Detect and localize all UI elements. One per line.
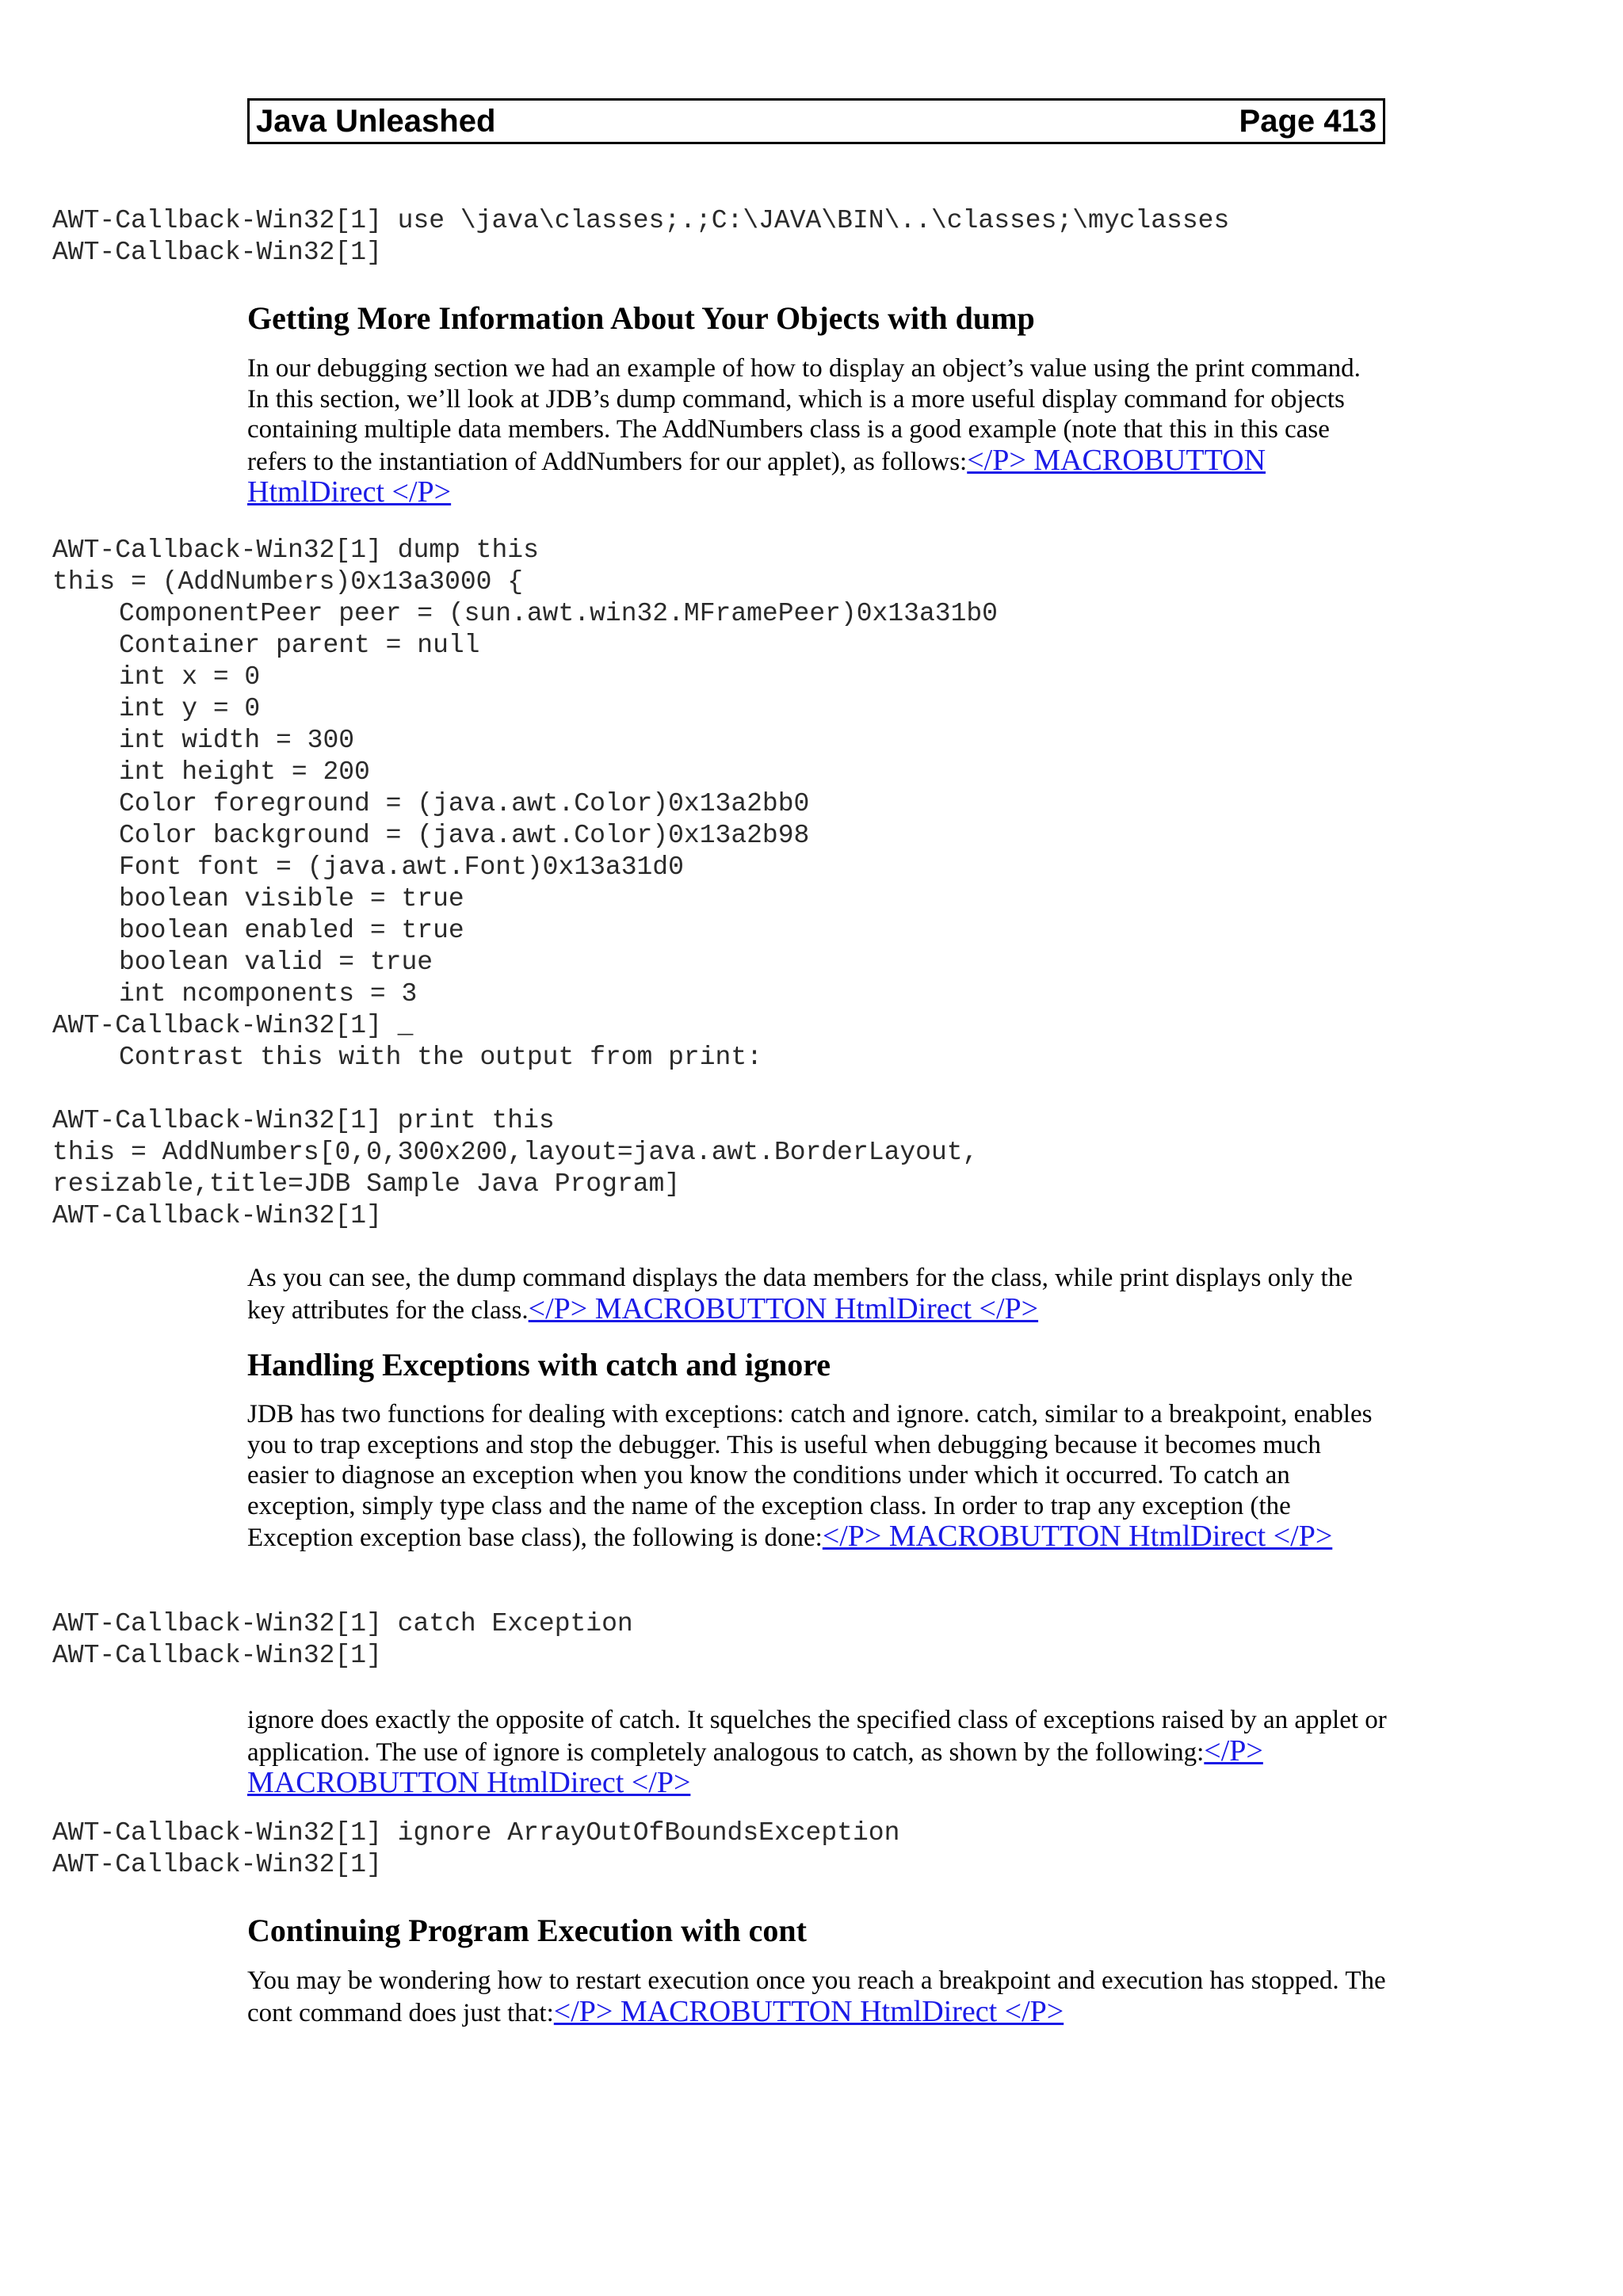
code-block-dump-this: [52, 535, 998, 1232]
paragraph-text: ignore does exactly the opposite of catch. It squelches the specified class of exceptions raised by an applet or application. The use of ignore is completely analogous to catch, as shown by the following:: [247, 1706, 1387, 1767]
page-header: [247, 98, 1385, 144]
macrobutton-link[interactable]: </P> MACROBUTTON HtmlDirect </P>: [528, 1291, 1039, 1325]
paragraph-text: JDB has two functions for dealing with exceptions: catch and ignore. catch, similar to a breakpoint, enables you to trap exceptions and stop the debugger. This is useful when debugging because it becomes much easier to diagnose an exception when you know the conditions under which it occurred. To catch an exception, simply type class and the name of the exception class. In order to trap any exception (the Exception exception base class), the following is done:: [247, 1400, 1373, 1552]
code-line: AWT-Callback-Win32[1] ignore ArrayOutOfBoundsException: [52, 1818, 900, 1848]
code-line: AWT-Callback-Win32[1] catch Exception: [52, 1609, 633, 1638]
paragraph-text: In our debugging section we had an example of how to display an object’s value using the print command. In this section, we’ll look at JDB’s dump command, which is a more useful display command for objects containing multiple data members. The AddNumbers class is a good example (note that this in this case refers to the instantiation of AddNumbers for our applet), as follows:: [247, 354, 1361, 476]
section-heading-cont: Continuing Program Execution with cont: [247, 1913, 807, 1948]
code-line: AWT-Callback-Win32[1]: [52, 1850, 382, 1879]
paragraph-dump-vs-print: [247, 1263, 1388, 1325]
macrobutton-link[interactable]: </P> MACROBUTTON HtmlDirect </P>: [247, 443, 1266, 509]
section-heading-dump: Getting More Information About Your Objects with dump: [247, 300, 1035, 336]
code-line: AWT-Callback-Win32[1]: [52, 1201, 382, 1230]
paragraph-exceptions: [247, 1399, 1388, 1554]
code-line: Contrast this with the output from print:: [119, 1043, 762, 1072]
code-block-ignore: [52, 1817, 899, 1881]
section-heading-exceptions: Handling Exceptions with catch and ignore: [247, 1347, 831, 1383]
code-line: resizable,title=JDB Sample Java Program]: [52, 1169, 681, 1199]
code-line: Container parent = null: [119, 631, 480, 660]
paragraph-cont: [247, 1966, 1388, 2028]
page-number: Page 413: [1239, 104, 1377, 139]
code-line: Font font = (java.awt.Font)0x13a31d0: [119, 852, 684, 882]
macrobutton-link[interactable]: </P> MACROBUTTON HtmlDirect </P>: [553, 1994, 1064, 2028]
code-line: boolean enabled = true: [119, 916, 464, 945]
paragraph-ignore: [247, 1705, 1388, 1800]
code-line: this = (AddNumbers)0x13a3000 {: [52, 567, 524, 597]
paragraph-dump-intro: [247, 353, 1388, 509]
code-line: int y = 0: [119, 694, 261, 723]
code-line: int ncomponents = 3: [119, 979, 418, 1009]
code-block-use-classpath: [52, 205, 1229, 269]
code-line: boolean valid = true: [119, 948, 433, 977]
code-line: Color background = (java.awt.Color)0x13a2b98: [119, 821, 810, 850]
code-line: int x = 0: [119, 662, 261, 692]
paragraph-text: You may be wondering how to restart execution once you reach a breakpoint and execution has stopped. The cont command does just that:: [247, 1966, 1386, 2027]
code-line: AWT-Callback-Win32[1] use \java\classes;.;C:\JAVA\BIN\..\classes;\myclasses: [52, 206, 1230, 235]
code-line: AWT-Callback-Win32[1] _: [52, 1011, 414, 1040]
book-title: Java Unleashed: [256, 104, 496, 139]
code-line: AWT-Callback-Win32[1] print this: [52, 1106, 555, 1135]
code-line: int height = 200: [119, 757, 370, 787]
code-block-catch: [52, 1608, 633, 1672]
paragraph-text: As you can see, the dump command displays the data members for the class, while print displays only the key attributes for the class.: [247, 1264, 1353, 1325]
macrobutton-link[interactable]: </P> MACROBUTTON HtmlDirect </P>: [822, 1520, 1333, 1553]
code-line: Color foreground = (java.awt.Color)0x13a2bb0: [119, 789, 810, 818]
code-line: AWT-Callback-Win32[1] dump this: [52, 536, 539, 565]
code-line: int width = 300: [119, 726, 355, 755]
code-line: boolean visible = true: [119, 884, 464, 913]
code-line: [52, 1074, 998, 1105]
macrobutton-link[interactable]: </P> MACROBUTTON HtmlDirect </P>: [247, 1733, 1263, 1799]
code-line: AWT-Callback-Win32[1]: [52, 1641, 382, 1670]
code-line: this = AddNumbers[0,0,300x200,layout=java.awt.BorderLayout,: [52, 1138, 979, 1167]
code-line: AWT-Callback-Win32[1]: [52, 238, 382, 267]
code-line: ComponentPeer peer = (sun.awt.win32.MFramePeer)0x13a31b0: [119, 599, 998, 628]
